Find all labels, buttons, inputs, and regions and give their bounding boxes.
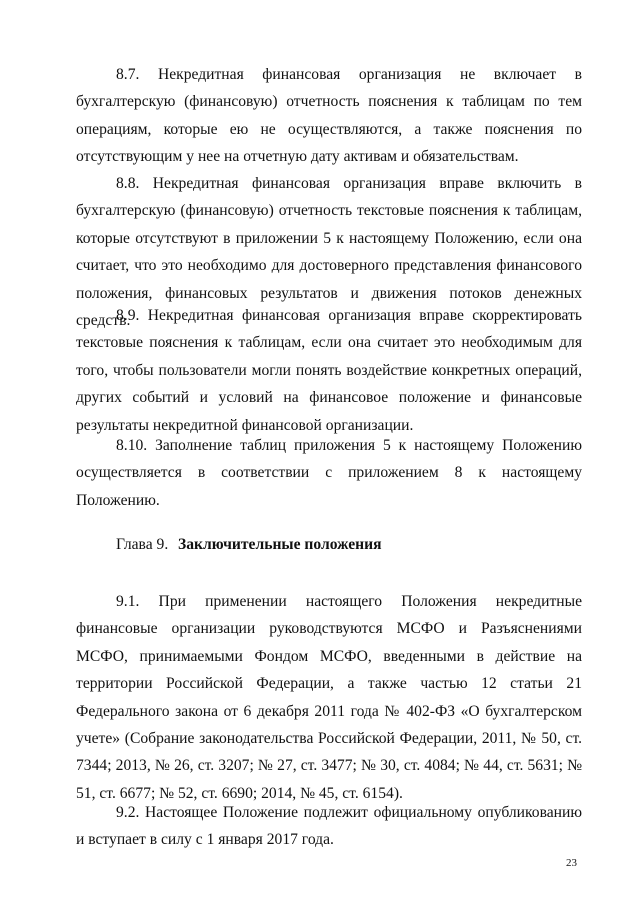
paragraph-8-10: 8.10. Заполнение таблиц приложения 5 к настоящему Положению осуществляется в соответствии с приложением 8 к настоящему Положению. <box>76 437 582 509</box>
paragraph-9-2: 9.2. Настоящее Положение подлежит официальному опубликованию и вступает в силу с 1 января 2017 года. <box>76 804 582 849</box>
chapter-title: Заключительные положения <box>178 536 382 553</box>
chapter-heading <box>116 531 382 558</box>
page-number: 23 <box>566 857 577 869</box>
paragraph-9-1: 9.1. При применении настоящего Положения некредитные финансовые организации руководствуются МСФО и Разъяснениями МСФО, принимаемыми Фондом МСФО, введенными в действие на территории Российской Федерации, а также частью 12 статьи 21 Федерального закона от 6 декабря 2011 года № 402-ФЗ «О бухгалтерском учете» (Собрание законодательства Российской Федерации, 2011, № 50, ст. 7344; 2013, № 26, ст. 3207; № 27, ст. 3477; № 30, ст. 4084; № 44, ст. 5631; № 51, ст. 6677; № 52, ст. 6690; 2014, № 45, ст. 6154). <box>76 593 582 802</box>
paragraph-8-8: 8.8. Некредитная финансовая организация вправе включить в бухгалтерскую (финансовую) отчетность текстовые пояснения к таблицам, которые отсутствуют в приложении 5 к настоящему Положению, если она считает, что это необходимо для достоверного представления финансового положения, финансовых результатов и движения потоков денежных средств. <box>76 175 582 330</box>
paragraph-8-7: 8.7. Некредитная финансовая организация не включает в бухгалтерскую (финансовую) отчетность пояснения к таблицам по тем операциям, которые ею не осуществляются, а также пояснения по отсутствующим у нее на отчетную дату активам и обязательствам. <box>76 66 582 166</box>
chapter-number: Глава 9. <box>116 536 169 553</box>
paragraph-8-9: 8.9. Некредитная финансовая организация вправе скорректировать текстовые пояснения к таблицам, если она считает это необходимым для того, чтобы пользователи могли понять воздействие конкретных операций, других событий и условий на финансовое положение и финансовые результаты некредитной финансовой организации. <box>76 307 582 434</box>
